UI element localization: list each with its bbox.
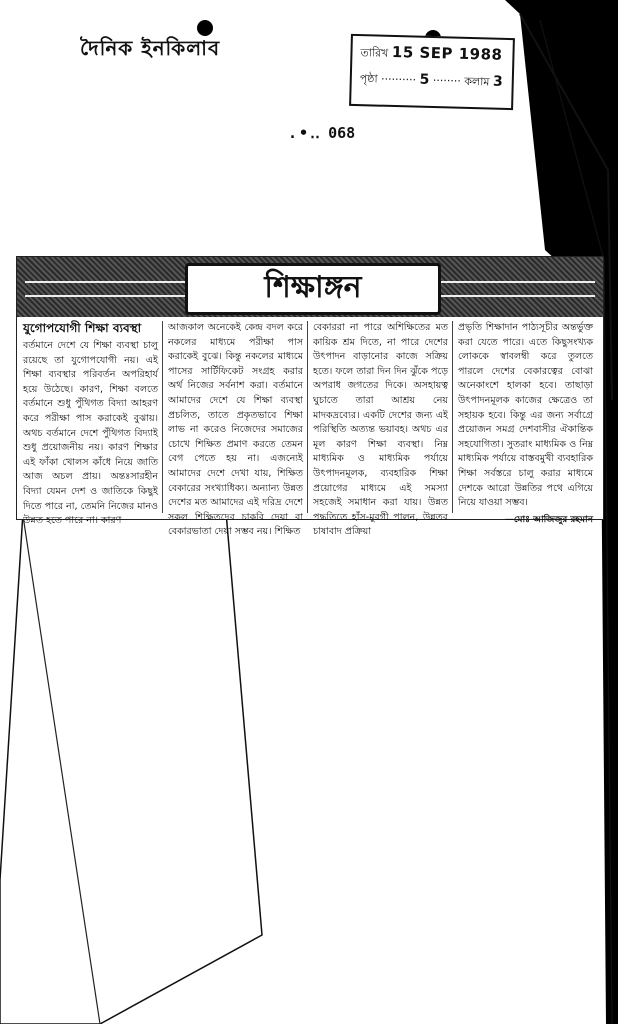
archive-stamp: তারিখ 15 SEP 1988 পৃষ্ঠা ·········· 5 ········ কলাম 3	[349, 34, 515, 110]
newspaper-clipping	[16, 256, 604, 538]
article-text: বেকাররা না পারে অশিক্ষিতের মত কায়িক শ্রম দিতে, না পারে দেশের উৎপাদন বাড়ানোর কাজে সক্রিয় হতে। ফলে তারা দিন দিন ঝুঁকে পড়ে অপরাধ জগতের দিকে। অসহায়ত্ব ঘুচাতে তারা আশ্রয় নেয় মাদকদ্রব্যের। একটি দেশের জন্য এই পরিস্থিতি অত্যন্ত ভয়াবহ। অথচ এর মূল কারণ শিক্ষা ব্যবস্থা। নিম্ন মাধ্যমিক ও মাধ্যমিক পর্যায়ে উৎপাদনমূলক, ব্যবহারিক শিক্ষা প্রয়োগের মাধ্যমে এই সমস্যা সহজেই সমাধান করা যায়। উন্নত পদ্ধতিতে হাঁস-মুরগী পালন, উন্নতর চাষাবাদ প্রক্রিয়া	[313, 322, 448, 538]
stamp-date: 15 SEP 1988	[391, 42, 503, 64]
stamp-page: 5	[419, 71, 430, 88]
section-banner	[17, 257, 603, 317]
stamp-column: 3	[492, 73, 503, 90]
article-headline: যুগোপযোগী শিক্ষা ব্যবস্থা	[23, 321, 142, 335]
article-text: আজকাল অনেকেই কেন্দ্র বদল করে নকলের মাধ্যমে পরীক্ষা পাস করাকেই বুঝে। কিন্তু নকলের মাধ্যমে পাসের সার্টিফিকেট সংগ্রহ করার অর্থ নিজের সর্বনাশ করা। বর্তমানে আমাদের দেশে যে শিক্ষা ব্যবস্থা প্রচলিত, তাতে প্রকৃতভাবে শিক্ষা লাভ না করেও নিজেদের সমাজের চোখে শিক্ষিত প্রমাণ করতে তেমন বেগ পেতে হয় না। এজন্যেই আমাদের দেশে দেখা যায়, শিক্ষিত বেকারের সংখ্যাধিক্য। অন্যান্য উন্নত দেশের মত আমাদের এই দরিদ্র দেশে সকল শিক্ষিতদের চাকরি দেয়া বা বেকারভাতা দেয়া সম্ভব নয়। শিক্ষিত	[168, 322, 303, 538]
stamp-column-label: কলাম	[464, 74, 490, 89]
article-columns	[23, 321, 597, 538]
file-number: .•‥ 068	[288, 124, 356, 142]
section-title: শিক্ষাঙ্গন	[185, 263, 441, 315]
article-column	[168, 321, 308, 538]
article-column	[23, 321, 163, 527]
article-column	[458, 321, 597, 525]
article-text: প্রভৃতি শিক্ষাদান পাঠ্যসূচীর অন্তর্ভুক্ত করা যেতে পারে। এতে কিছুসংখ্যক লোককে স্বাবলম্বী করে তুলতে পারলে দেশের বেকারত্বের বোঝা অনেকাংশে হালকা হবে। তাছাড়া উৎপাদনমূলক কাজের ক্ষেত্রেও তা সহায়ক হবে। কিন্তু এর জন্য সর্বাগ্রে প্রয়োজন সমগ্র দেশবাসীর ঐকান্তিক সহযোগিতা। সুতরাং মাধ্যমিক ও নিম্ন মাধ্যমিক পর্যায়ে বাস্তবমুখী ব্যবহারিক শিক্ষা সর্বস্তরে চালু করার মাধ্যমে দেশকে আরো উন্নতির পথে এগিয়ে নিয়ে যাওয়া সম্ভব।	[458, 322, 593, 509]
stamp-date-label: তারিখ	[360, 46, 389, 60]
article-column	[313, 321, 453, 538]
article-text: বর্তমানে দেশে যে শিক্ষা ব্যবস্থা চালু রয়েছে তা যুগোপযোগী নয়। এই শিক্ষা ব্যবস্থার পরিবর্তন অপরিহার্য হয়ে উঠেছে। কারণ, শিক্ষা বলতে বর্তমানে শুধু পুঁথিগত বিদ্যা আহরণ করে পরীক্ষা পাস করাকেই বুঝায়। অথচ বর্তমানে দেশে পুঁথিগত বিদ্যাই শুধু প্রয়োজনীয় নয়। কারণ শিক্ষার এই ফাঁকা খোলস কাঁধে নিয়ে জাতি আজ অচল প্রায়। অন্তঃসারহীন বিদ্যা যেমন দেশ ও জাতিকে কিছুই দিতে পারে না, তেমনি নিজের মানও উন্নত হতে পারে না। কারণ	[23, 340, 158, 527]
article-author: —মোঃ আজিজুর রহমান	[504, 514, 593, 525]
stamp-page-label: পৃষ্ঠা	[359, 72, 378, 86]
newspaper-masthead: দৈনিক ইনকিলাব	[80, 36, 221, 60]
